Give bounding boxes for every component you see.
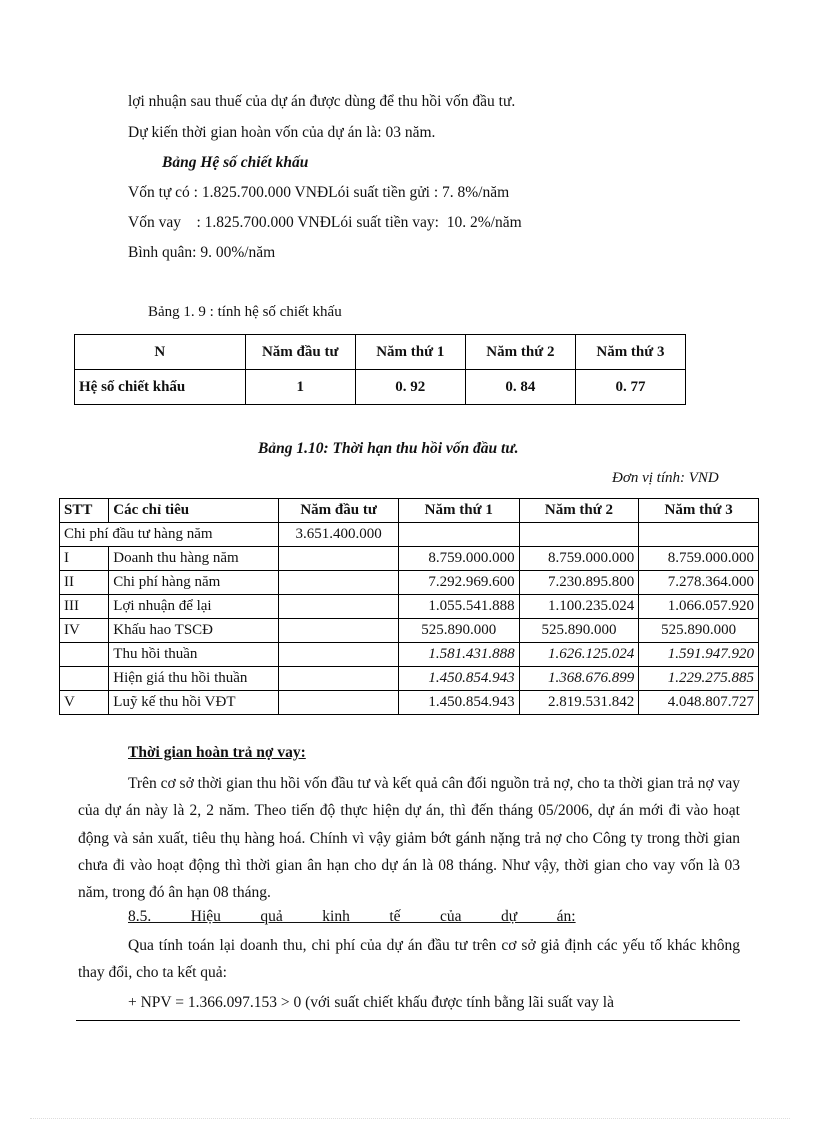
table-cell: I <box>60 547 109 571</box>
table-cell: 0. 77 <box>575 370 685 405</box>
average-line: Bình quân: 9. 00%/năm <box>128 244 276 261</box>
discount-heading: Bảng Hệ số chiết khấu <box>162 154 309 171</box>
page-edge <box>30 1118 790 1119</box>
repayment-heading: Thời gian hoàn trả nợ vay: <box>128 744 306 761</box>
efficiency-paragraph: Qua tính toán lại doanh thu, chi phí của dự án đầu tư trên cơ sở giả định các yếu tố khác không thay đổi, cho ta kết quả: <box>78 937 740 982</box>
table-cell: 2.819.531.842 <box>519 691 639 715</box>
row-label: Hệ số chiết khấu <box>75 370 246 405</box>
table-cell: 1.055.541.888 <box>398 595 519 619</box>
header-cell: Năm thứ 2 <box>465 335 575 370</box>
table-cell: 1.100.235.024 <box>519 595 639 619</box>
table-cell: 0. 92 <box>355 370 465 405</box>
table-cell <box>60 643 109 667</box>
table-cell: Khấu hao TSCĐ <box>109 619 279 643</box>
table-cell: 1.450.854.943 <box>398 691 519 715</box>
intro-line-2: Dự kiến thời gian hoàn vốn của dự án là: 03 năm. <box>128 124 436 141</box>
header-cell: Năm thứ 1 <box>355 335 465 370</box>
table-cell: Lợi nhuận để lại <box>109 595 279 619</box>
header-cell: Năm đầu tư <box>279 499 399 523</box>
header-cell: N <box>75 335 246 370</box>
table-cell <box>639 523 759 547</box>
table-cell: 1.368.676.899 <box>519 667 639 691</box>
table-cell: 1.066.057.920 <box>639 595 759 619</box>
table-cell: 7.278.364.000 <box>639 571 759 595</box>
footer-divider <box>76 1020 740 1021</box>
table-cell: Chi phí đầu tư hàng năm <box>60 523 279 547</box>
header-cell: Năm đầu tư <box>245 335 355 370</box>
table-cell: 525.890.000 <box>519 619 639 643</box>
header-cell: Các chỉ tiêu <box>109 499 279 523</box>
table-cell: 4.048.807.727 <box>639 691 759 715</box>
table-cell: 1 <box>245 370 355 405</box>
table-cell <box>60 667 109 691</box>
npv-line: + NPV = 1.366.097.153 > 0 (với suất chiết khấu được tính bằng lãi suất vay là <box>128 994 614 1011</box>
table-cell <box>279 691 399 715</box>
table2-title: Bảng 1.10: Thời hạn thu hồi vốn đầu tư. <box>258 440 519 457</box>
table-row <box>75 370 686 405</box>
table-row <box>60 643 759 667</box>
table-cell <box>279 595 399 619</box>
table-cell: Doanh thu hàng năm <box>109 547 279 571</box>
header-cell: Năm thứ 2 <box>519 499 639 523</box>
table-cell: 3.651.400.000 <box>279 523 399 547</box>
table-row <box>75 335 686 370</box>
table-cell: 0. 84 <box>465 370 575 405</box>
table-cell: 7.292.969.600 <box>398 571 519 595</box>
table-cell: V <box>60 691 109 715</box>
table-cell: 8.759.000.000 <box>639 547 759 571</box>
repayment-paragraph: Trên cơ sở thời gian thu hồi vốn đầu tư và kết quả cân đối nguồn trả nợ, cho ta thời gian trả nợ vay của dự án này là 2, 2 năm. Theo tiến độ thực hiện dự án, thì đến tháng 05/2006, dự án mới đi vào hoạt động và sản xuất, tiêu thụ hàng hoá. Chính vì vậy giảm bớt gánh nặng trả nợ cho Công ty trong thời gian chưa đi vào hoạt động thì thời gian ân hạn cho dự án là 08 tháng. Như vậy, thời gian cho vay vốn là 03 năm, trong đó ân hạn 08 tháng. <box>78 775 740 902</box>
table-cell: Thu hồi thuần <box>109 643 279 667</box>
table-cell: 1.581.431.888 <box>398 643 519 667</box>
table-row <box>60 619 759 643</box>
table1-caption: Bảng 1. 9 : tính hệ số chiết khấu <box>148 304 342 320</box>
table-cell <box>519 523 639 547</box>
table-cell <box>279 667 399 691</box>
table-row <box>60 691 759 715</box>
table-row <box>60 571 759 595</box>
header-cell: Năm thứ 1 <box>398 499 519 523</box>
table-row <box>60 667 759 691</box>
table-cell: 1.591.947.920 <box>639 643 759 667</box>
table-cell <box>279 643 399 667</box>
intro-line-1: lợi nhuận sau thuế của dự án được dùng để thu hồi vốn đầu tư. <box>128 93 516 110</box>
table-row <box>60 499 759 523</box>
table-cell: 1.450.854.943 <box>398 667 519 691</box>
table-row <box>60 595 759 619</box>
table-cell <box>279 547 399 571</box>
table-cell <box>279 619 399 643</box>
table-cell: Chi phí hàng năm <box>109 571 279 595</box>
table-cell: IV <box>60 619 109 643</box>
table-cell: 8.759.000.000 <box>519 547 639 571</box>
table-cell: Luỹ kế thu hồi VĐT <box>109 691 279 715</box>
loan-line: Vốn vay : 1.825.700.000 VNĐLói suất tiền vay: 10. 2%/năm <box>128 214 522 231</box>
table-cell: 1.626.125.024 <box>519 643 639 667</box>
table-cell: 1.229.275.885 <box>639 667 759 691</box>
table-row <box>60 523 759 547</box>
discount-table <box>74 334 686 405</box>
table-cell: Hiện giá thu hồi thuần <box>109 667 279 691</box>
table-cell: 8.759.000.000 <box>398 547 519 571</box>
equity-line: Vốn tự có : 1.825.700.000 VNĐLói suất tiền gửi : 7. 8%/năm <box>128 184 510 201</box>
table2-unit: Đơn vị tính: VND <box>612 470 719 486</box>
table-cell <box>279 571 399 595</box>
table-cell: II <box>60 571 109 595</box>
table-cell: 525.890.000 <box>398 619 519 643</box>
header-cell: STT <box>60 499 109 523</box>
header-cell: Năm thứ 3 <box>639 499 759 523</box>
table-cell <box>398 523 519 547</box>
table-row <box>60 547 759 571</box>
table-cell: III <box>60 595 109 619</box>
efficiency-heading: 8.5. Hiệu quả kinh tế của dự án: <box>128 908 576 925</box>
table-cell: 7.230.895.800 <box>519 571 639 595</box>
payback-table <box>59 498 759 715</box>
table-cell: 525.890.000 <box>639 619 759 643</box>
header-cell: Năm thứ 3 <box>575 335 685 370</box>
